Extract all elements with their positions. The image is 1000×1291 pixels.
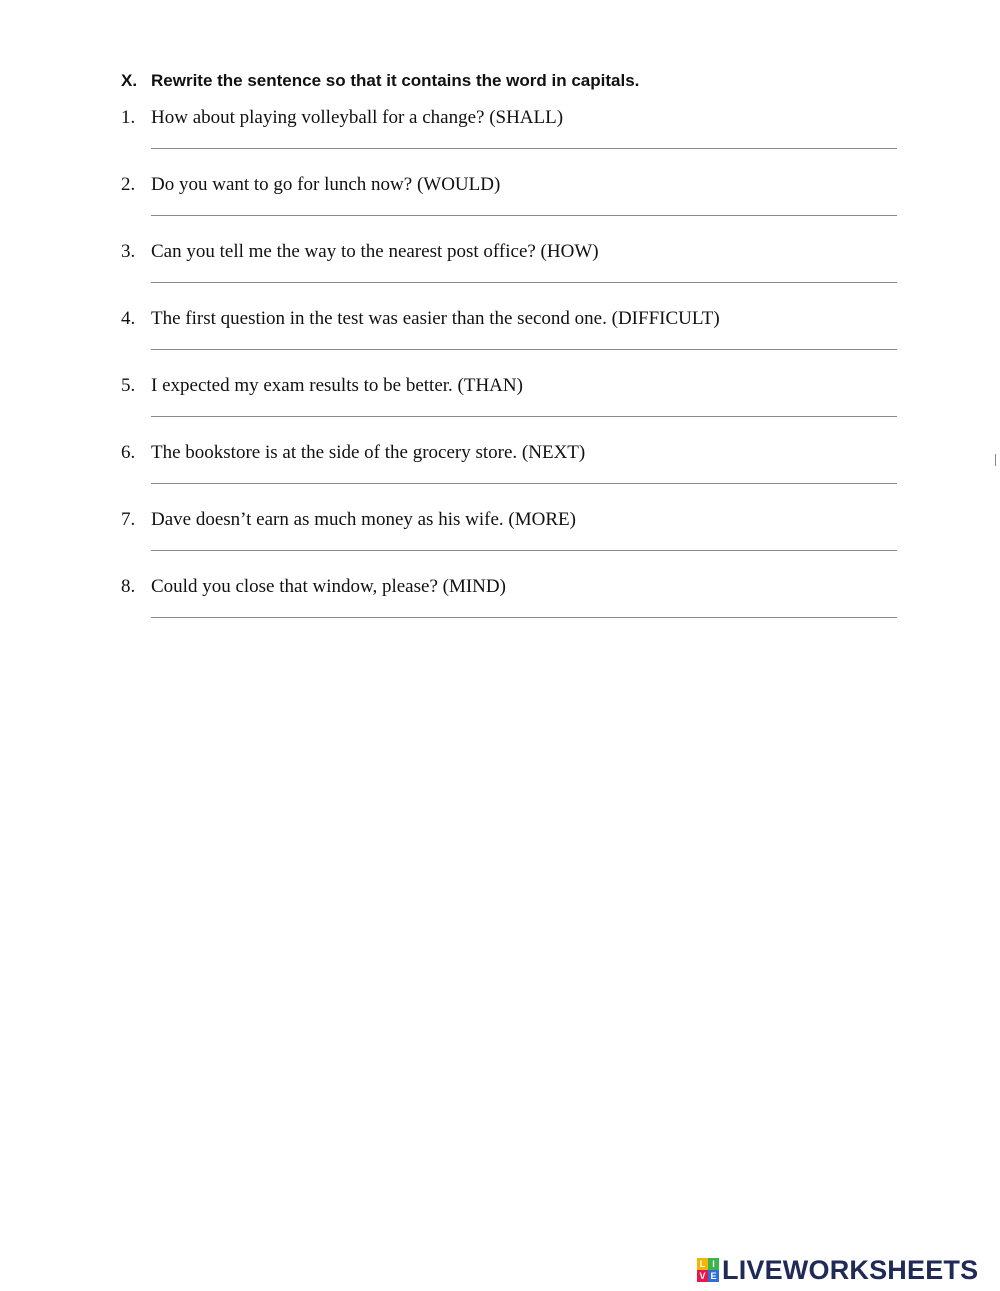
question-text: Could you close that window, please? (MIND) [151,576,506,597]
logo-tile-e: E [708,1270,719,1282]
question-number: 7. [121,509,136,530]
question-number: 4. [121,308,136,329]
question-number: 5. [121,375,136,396]
question-number: 1. [121,107,136,128]
question-item [121,173,897,240]
question-text: The first question in the test was easier than the second one. (DIFFICULT) [151,308,720,329]
section-marker: X. [121,71,138,90]
answer-line[interactable] [151,282,897,283]
question-item [121,307,897,374]
question-text: Do you want to go for lunch now? (WOULD) [151,174,501,195]
section-heading [121,71,639,91]
section-instruction: Rewrite the sentence so that it contains the word in capitals. [151,71,640,90]
question-item [121,575,897,642]
answer-line[interactable] [151,550,897,551]
question-text: How about playing volleyball for a change? (SHALL) [151,107,564,128]
liveworksheets-logo-icon [697,1258,719,1282]
question-number: 8. [121,576,136,597]
answer-line[interactable] [151,215,897,216]
logo-tile-l: L [697,1258,708,1270]
question-item [121,240,897,307]
question-text: Dave doesn’t earn as much money as his wife. (MORE) [151,509,576,530]
question-text: The bookstore is at the side of the grocery store. (NEXT) [151,442,586,463]
question-item [121,508,897,575]
question-item [121,106,897,173]
liveworksheets-logo[interactable] [697,1254,978,1286]
margin-mark [995,454,996,466]
question-item [121,441,897,508]
question-number: 3. [121,241,136,262]
question-number: 6. [121,442,136,463]
answer-line[interactable] [151,416,897,417]
liveworksheets-logo-text: LIVEWORKSHEETS [722,1254,979,1285]
answer-line[interactable] [151,617,897,618]
logo-tile-v: V [697,1270,708,1282]
question-item [121,374,897,441]
answer-line[interactable] [151,148,897,149]
question-text: I expected my exam results to be better. (THAN) [151,375,523,396]
logo-tile-i: I [708,1258,719,1270]
answer-line[interactable] [151,483,897,484]
question-text: Can you tell me the way to the nearest post office? (HOW) [151,241,599,262]
question-number: 2. [121,174,136,195]
answer-line[interactable] [151,349,897,350]
